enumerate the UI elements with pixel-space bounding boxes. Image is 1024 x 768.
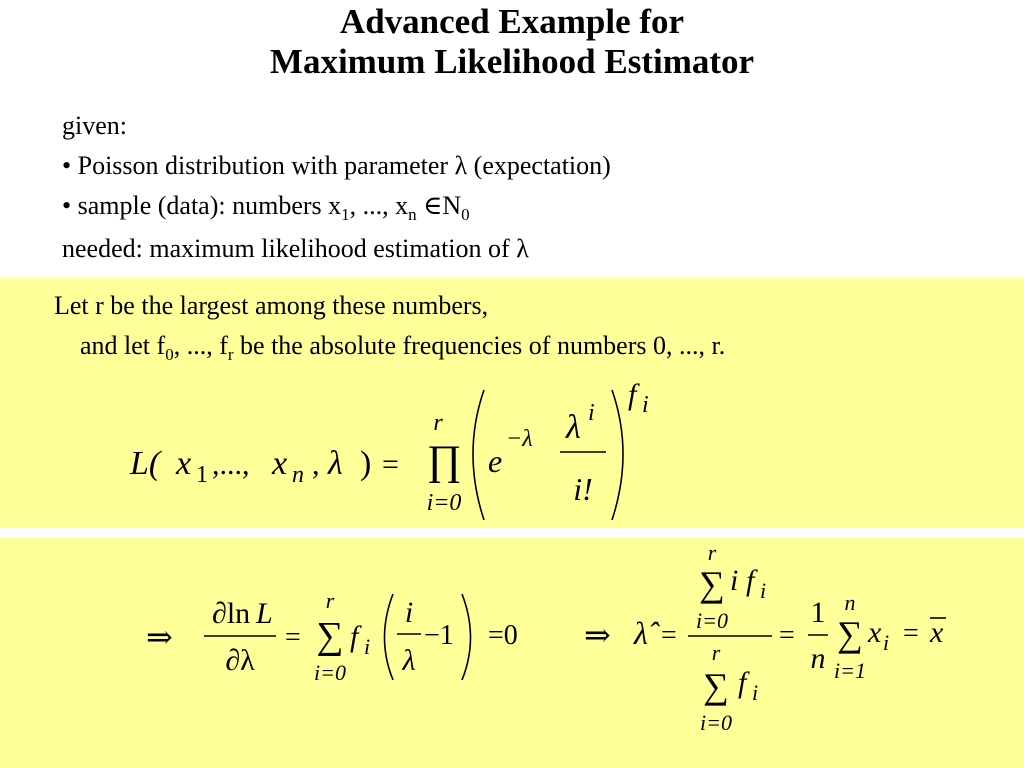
- estimation-formulas: [0, 538, 1024, 768]
- definition-line-1: Let r be the largest among these numbers,: [54, 291, 489, 320]
- derivative-denominator: ∂λ: [225, 644, 255, 677]
- definition-text: be the absolute frequencies of numbers 0, ..., r.: [233, 331, 726, 360]
- right-big-paren: [612, 390, 623, 520]
- bullet-sample: [62, 186, 611, 229]
- equals-sign: =: [779, 620, 795, 651]
- product-symbol: ∏: [426, 438, 462, 484]
- ellipsis: ,...,: [212, 448, 250, 481]
- den-f: f: [738, 666, 747, 699]
- estimation-panel: [0, 538, 1024, 768]
- num-i: i: [730, 564, 739, 597]
- product-lower: i=0: [426, 490, 462, 516]
- title-line-1: Advanced Example for: [339, 2, 685, 41]
- var-f: f: [350, 620, 359, 653]
- product-upper: r: [433, 410, 443, 436]
- outer-exponent-f: f: [628, 378, 637, 411]
- definition-text: and let f: [80, 331, 166, 360]
- num-f: f: [746, 564, 755, 597]
- var-x-sub: i: [883, 630, 890, 655]
- subscript-1: 1: [196, 462, 208, 488]
- bullet-sample-text: ∈N: [416, 191, 462, 220]
- subscript: 1: [341, 205, 350, 224]
- title-line-2: Maximum Likelihood Estimator: [269, 42, 755, 81]
- one-over-n-numerator: 1: [810, 596, 826, 629]
- var-xn: x: [272, 445, 288, 482]
- comma: ,: [312, 448, 320, 481]
- implies-arrow: ⇒: [146, 619, 173, 655]
- right-paren: [462, 594, 471, 680]
- subscript-n: n: [292, 462, 304, 488]
- likelihood-L: L(: [130, 445, 161, 482]
- sample-mean-x: x: [930, 616, 944, 649]
- num-sum-symbol: ∑: [699, 564, 725, 604]
- given-label: given:: [62, 111, 127, 140]
- implies-arrow: ⇒: [584, 617, 611, 653]
- subscript: r: [227, 345, 234, 364]
- subscript: n: [408, 205, 417, 224]
- likelihood-formula: [0, 278, 1024, 528]
- definition-text: , ..., f: [173, 331, 228, 360]
- lambda-hat: λ̂: [634, 615, 648, 651]
- mean-sum-upper: n: [844, 590, 856, 615]
- outer-exponent-i: i: [642, 392, 649, 418]
- lambda-symbol: λ: [328, 445, 343, 482]
- var-x: x: [868, 616, 882, 649]
- equals-sign: =: [285, 622, 301, 653]
- num-sum-lower: i=0: [696, 608, 728, 633]
- exponent-neg-lambda: −λ: [506, 426, 533, 452]
- numerator-lambda: λ: [566, 409, 581, 446]
- equals-sign: =: [903, 618, 919, 649]
- num-f-sub: i: [760, 578, 767, 603]
- equals-sign: =: [661, 620, 677, 651]
- inner-denominator: λ: [402, 644, 416, 677]
- numerator-exponent-i: i: [588, 400, 595, 426]
- problem-statement: [62, 106, 611, 269]
- derivative-numerator-L: L: [256, 597, 273, 630]
- euler-e: e: [488, 443, 503, 479]
- needed-line: needed: maximum likelihood estimation of λ: [62, 234, 529, 263]
- den-f-sub: i: [752, 680, 759, 705]
- den-sum-lower: i=0: [700, 710, 732, 735]
- var-x1: x: [176, 445, 192, 482]
- den-sum-upper: r: [711, 640, 721, 665]
- minus-one: −1: [424, 620, 454, 651]
- num-sum-upper: r: [707, 540, 717, 565]
- equals-zero: =0: [488, 620, 518, 651]
- sum-upper: r: [325, 588, 335, 613]
- slide-title: [0, 2, 1024, 82]
- derivative-numerator: ∂ln: [212, 597, 251, 630]
- left-big-paren: [473, 390, 484, 520]
- inner-numerator: i: [404, 596, 414, 629]
- denominator-factorial: i!: [573, 471, 593, 507]
- equals-sign: =: [382, 448, 399, 481]
- mean-sum-symbol: ∑: [837, 614, 863, 654]
- likelihood-panel: [0, 278, 1024, 528]
- bullet-poisson: • Poisson distribution with parameter λ (expectation): [62, 151, 611, 180]
- sum-symbol: ∑: [316, 615, 344, 657]
- mean-sum-lower: i=1: [834, 658, 866, 683]
- den-sum-symbol: ∑: [703, 666, 729, 706]
- sum-lower: i=0: [314, 660, 346, 685]
- bullet-sample-text: • sample (data): numbers x: [62, 191, 342, 220]
- subscript: 0: [461, 205, 470, 224]
- bullet-sample-text: , ..., x: [349, 191, 409, 220]
- close-paren: ): [360, 445, 372, 482]
- left-paren: [385, 594, 394, 680]
- subscript: 0: [165, 345, 174, 364]
- one-over-n-denominator: n: [810, 642, 826, 675]
- var-f-sub: i: [364, 634, 371, 659]
